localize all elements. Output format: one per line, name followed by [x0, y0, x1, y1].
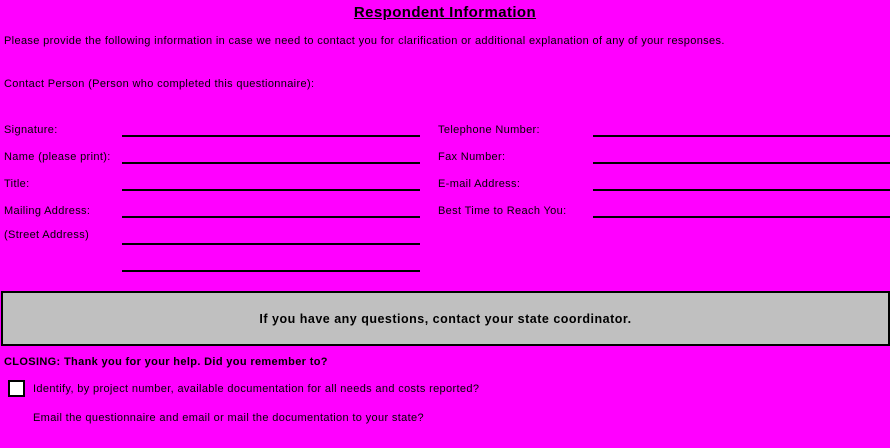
- street-address-label: (Street Address): [4, 229, 90, 241]
- mailing-address-input-line[interactable]: [122, 216, 420, 218]
- street-address-input-line-2[interactable]: [122, 270, 420, 272]
- signature-label: Signature:: [4, 124, 58, 136]
- best-time-input-line[interactable]: [593, 216, 890, 218]
- email-questionnaire-item-text: Email the questionnaire and email or mail the documentation to your state?: [33, 412, 424, 424]
- name-input-line[interactable]: [122, 162, 420, 164]
- page-title: Respondent Information: [353, 4, 537, 21]
- identify-documentation-item-text: Identify, by project number, available documentation for all needs and costs reported?: [33, 383, 480, 395]
- fax-label: Fax Number:: [438, 151, 506, 163]
- mailing-address-label: Mailing Address:: [4, 205, 91, 217]
- identify-documentation-checkbox[interactable]: [8, 380, 25, 397]
- street-address-input-line[interactable]: [122, 243, 420, 245]
- title-label: Title:: [4, 178, 30, 190]
- closing-heading: CLOSING: Thank you for your help. Did you remember to?: [4, 356, 328, 368]
- email-label: E-mail Address:: [438, 178, 521, 190]
- signature-input-line[interactable]: [122, 135, 420, 137]
- state-coordinator-notice-box: [1, 291, 890, 346]
- title-input-line[interactable]: [122, 189, 420, 191]
- contact-person-label: Contact Person (Person who completed this questionnaire):: [4, 78, 315, 90]
- fax-input-line[interactable]: [593, 162, 890, 164]
- state-coordinator-notice-text: If you have any questions, contact your state coordinator.: [259, 311, 632, 326]
- name-label: Name (please print):: [4, 151, 111, 163]
- email-input-line[interactable]: [593, 189, 890, 191]
- best-time-label: Best Time to Reach You:: [438, 205, 567, 217]
- intro-text: Please provide the following information in case we need to contact you for clarification or additional explanation of any of your responses.: [4, 35, 725, 47]
- telephone-label: Telephone Number:: [438, 124, 540, 136]
- telephone-input-line[interactable]: [593, 135, 890, 137]
